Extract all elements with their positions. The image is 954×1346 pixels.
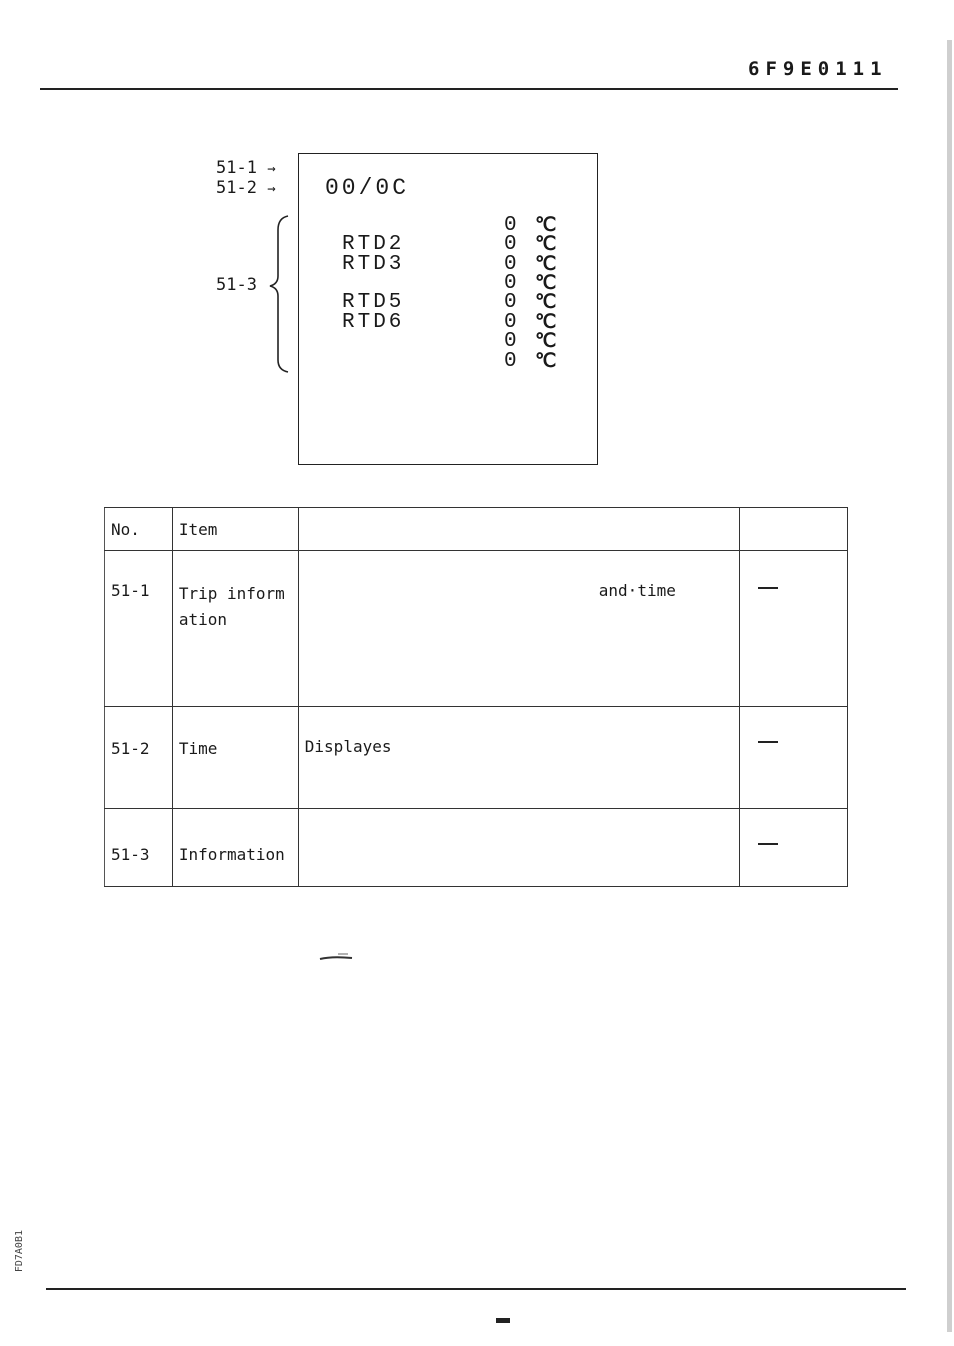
dash-icon [758, 843, 778, 845]
celsius-icon: ℃ [535, 234, 557, 256]
callout-label: 51-2 [216, 178, 257, 198]
celsius-icon: ℃ [535, 254, 557, 276]
screen-row-value: 0 [504, 330, 517, 353]
table-header-row [105, 508, 848, 551]
page-edge-shadow [947, 40, 952, 1332]
callout-label: 51-1 [216, 158, 257, 178]
screen-row-value: 0 [504, 272, 517, 295]
side-code: FD7A0B1 [14, 1230, 25, 1273]
arrow-right-icon: → [267, 181, 276, 197]
row-item: Time [172, 707, 298, 809]
callout-label: 51-3 [216, 275, 257, 295]
callout-51-2 [216, 180, 276, 198]
celsius-icon: ℃ [535, 312, 557, 334]
celsius-icon: ℃ [535, 331, 557, 353]
row-remarks [740, 551, 848, 707]
screen-row-value: 0 [504, 214, 517, 237]
screen-row-label: RTD6 [342, 311, 405, 334]
row-description: Displayes [298, 707, 740, 809]
header-remarks [740, 508, 848, 551]
celsius-icon: ℃ [535, 215, 557, 237]
screen-line-1: 00/0C [325, 175, 410, 201]
row-description [298, 809, 740, 887]
header-item: Item [172, 508, 298, 551]
header-rule [40, 88, 898, 90]
row-remarks [740, 809, 848, 887]
header-description [298, 508, 740, 551]
celsius-icon: ℃ [535, 351, 557, 373]
callout-51-3 [216, 277, 257, 294]
dash-icon [758, 741, 778, 743]
table-row [105, 707, 848, 809]
footer-rule [46, 1288, 906, 1290]
brace-icon [266, 214, 292, 374]
table-row [105, 809, 848, 887]
row-item: Information [172, 809, 298, 887]
row-no: 51-2 [105, 707, 173, 809]
header-no: No. [105, 508, 173, 551]
scan-smudge-icon [318, 952, 356, 962]
row-item: Trip information [172, 551, 298, 707]
screen-row-value: 0 [504, 233, 517, 256]
item-description-table [104, 507, 848, 887]
row-no: 51-3 [105, 809, 173, 887]
row-description: and·time [298, 551, 740, 707]
screen-row-value: 0 [504, 311, 517, 334]
celsius-icon: ℃ [535, 273, 557, 295]
screen-row-label: RTD2 [342, 233, 405, 256]
screen-row-label: RTD5 [342, 291, 405, 314]
row-remarks [740, 707, 848, 809]
screen-row-value: 0 [504, 253, 517, 276]
arrow-right-icon: → [267, 161, 276, 177]
screen-row-label: RTD3 [342, 253, 405, 276]
row-no: 51-1 [105, 551, 173, 707]
document-number: 6F9E0111 [748, 58, 888, 80]
dash-icon [758, 587, 778, 589]
page-number-mark [496, 1318, 510, 1323]
callout-51-1 [216, 160, 276, 178]
table-row [105, 551, 848, 707]
screen-row-value: 0 [504, 350, 517, 373]
celsius-icon: ℃ [535, 292, 557, 314]
screen-row-value: 0 [504, 291, 517, 314]
